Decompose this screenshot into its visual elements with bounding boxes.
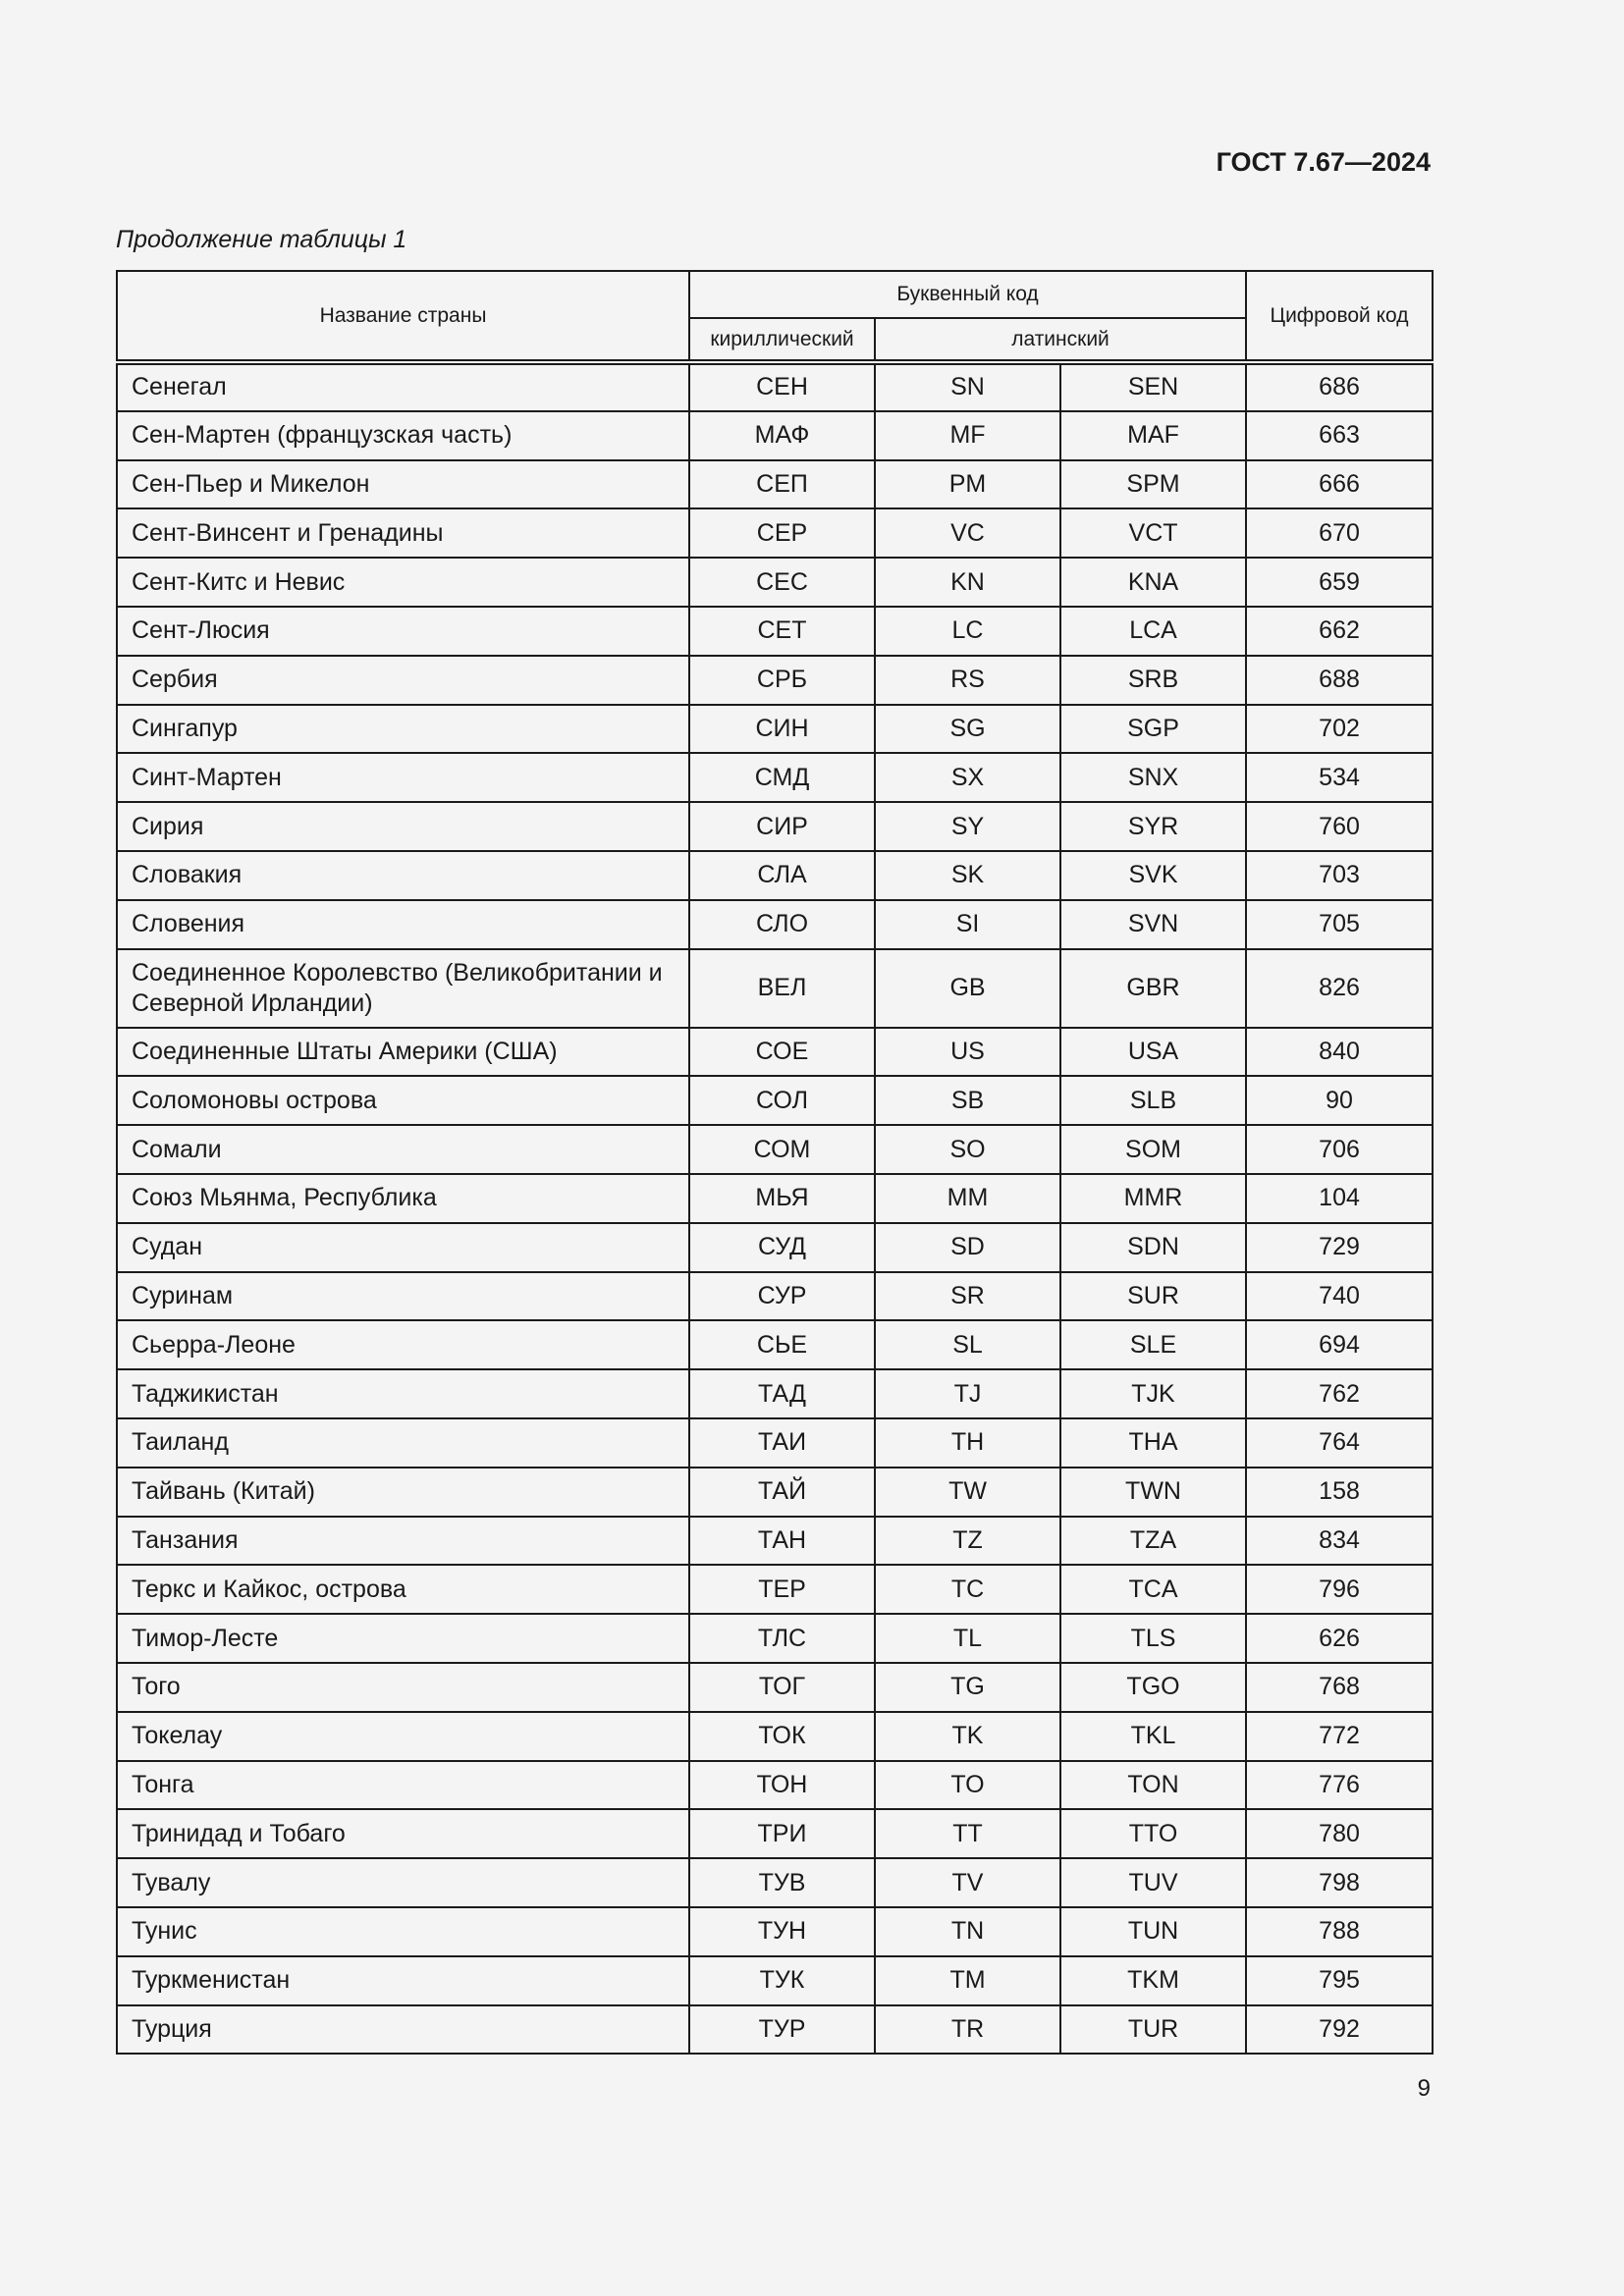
numeric-code: 740 [1246,1272,1433,1321]
latin-alpha3-code: THA [1060,1418,1246,1468]
table-row [117,1565,1433,1614]
latin-alpha2-code: KN [875,558,1060,607]
cyrillic-code: ТЛС [689,1614,875,1663]
table-row [117,1418,1433,1468]
latin-alpha3-code: TUR [1060,2005,1246,2055]
latin-alpha3-code: SLB [1060,1076,1246,1125]
table-row [117,656,1433,705]
country-name: Словакия [117,851,689,900]
country-name: Тонга [117,1761,689,1810]
cyrillic-code: СЬЕ [689,1320,875,1369]
country-name: Таиланд [117,1418,689,1468]
country-name: Тувалу [117,1858,689,1907]
numeric-code: 703 [1246,851,1433,900]
country-name: Таджикистан [117,1369,689,1418]
country-name: Тринидад и Тобаго [117,1809,689,1858]
cyrillic-code: СЕР [689,508,875,558]
cyrillic-code: ТУР [689,2005,875,2055]
latin-alpha2-code: SD [875,1223,1060,1272]
table-row [117,1076,1433,1125]
table-row [117,460,1433,509]
country-name: Союз Мьянма, Республика [117,1174,689,1223]
table-row [117,753,1433,802]
latin-alpha3-code: SOM [1060,1125,1246,1174]
numeric-code: 798 [1246,1858,1433,1907]
table-row [117,1614,1433,1663]
latin-alpha3-code: TZA [1060,1517,1246,1566]
country-name: Тунис [117,1907,689,1956]
table-row [117,2005,1433,2055]
table-row [117,705,1433,754]
numeric-code: 666 [1246,460,1433,509]
cyrillic-code: СЛА [689,851,875,900]
country-name: Сен-Пьер и Микелон [117,460,689,509]
latin-alpha2-code: TR [875,2005,1060,2055]
cyrillic-code: СЕН [689,362,875,411]
numeric-code: 670 [1246,508,1433,558]
latin-alpha3-code: TKM [1060,1956,1246,2005]
cyrillic-code: МАФ [689,411,875,460]
latin-alpha2-code: SR [875,1272,1060,1321]
cyrillic-code: СЛО [689,900,875,949]
latin-alpha2-code: TT [875,1809,1060,1858]
table-row [117,1028,1433,1077]
column-header-numeric-code: Цифровой код [1246,271,1433,362]
cyrillic-code: ТАИ [689,1418,875,1468]
numeric-code: 780 [1246,1809,1433,1858]
cyrillic-code: СУД [689,1223,875,1272]
table-row [117,1712,1433,1761]
latin-alpha3-code: TWN [1060,1468,1246,1517]
latin-alpha2-code: SG [875,705,1060,754]
cyrillic-code: МЬЯ [689,1174,875,1223]
country-name: Того [117,1663,689,1712]
cyrillic-code: ТОН [689,1761,875,1810]
latin-alpha2-code: SK [875,851,1060,900]
numeric-code: 792 [1246,2005,1433,2055]
table-row [117,802,1433,851]
latin-alpha2-code: TJ [875,1369,1060,1418]
latin-alpha2-code: SB [875,1076,1060,1125]
country-name: Танзания [117,1517,689,1566]
country-name: Токелау [117,1712,689,1761]
latin-alpha2-code: TL [875,1614,1060,1663]
table-caption: Продолжение таблицы 1 [116,226,407,253]
table-row [117,900,1433,949]
numeric-code: 760 [1246,802,1433,851]
latin-alpha3-code: SLE [1060,1320,1246,1369]
cyrillic-code: ТАЙ [689,1468,875,1517]
latin-alpha2-code: MM [875,1174,1060,1223]
country-name: Турция [117,2005,689,2055]
latin-alpha3-code: LCA [1060,607,1246,656]
table-row [117,1468,1433,1517]
cyrillic-code: ТУН [689,1907,875,1956]
table-row [117,508,1433,558]
country-name: Суринам [117,1272,689,1321]
cyrillic-code: ТОГ [689,1663,875,1712]
table-row [117,1174,1433,1223]
latin-alpha3-code: SUR [1060,1272,1246,1321]
table-row [117,607,1433,656]
country-name: Теркс и Кайкос, острова [117,1565,689,1614]
latin-alpha2-code: TK [875,1712,1060,1761]
country-name: Сент-Винсент и Гренадины [117,508,689,558]
column-header-letter-code: Буквенный код [689,271,1246,318]
latin-alpha2-code: SI [875,900,1060,949]
country-name: Сент-Люсия [117,607,689,656]
cyrillic-code: СЕТ [689,607,875,656]
country-name: Синт-Мартен [117,753,689,802]
numeric-code: 663 [1246,411,1433,460]
cyrillic-code: ТАД [689,1369,875,1418]
latin-alpha2-code: TC [875,1565,1060,1614]
country-name: Тайвань (Китай) [117,1468,689,1517]
table-row [117,558,1433,607]
latin-alpha3-code: TTO [1060,1809,1246,1858]
numeric-code: 729 [1246,1223,1433,1272]
country-name: Судан [117,1223,689,1272]
latin-alpha3-code: SGP [1060,705,1246,754]
latin-alpha3-code: TON [1060,1761,1246,1810]
latin-alpha3-code: SVK [1060,851,1246,900]
latin-alpha2-code: SO [875,1125,1060,1174]
cyrillic-code: ТАН [689,1517,875,1566]
numeric-code: 702 [1246,705,1433,754]
latin-alpha3-code: TUN [1060,1907,1246,1956]
cyrillic-code: ТУВ [689,1858,875,1907]
latin-alpha2-code: SL [875,1320,1060,1369]
latin-alpha2-code: LC [875,607,1060,656]
latin-alpha3-code: GBR [1060,949,1246,1028]
numeric-code: 768 [1246,1663,1433,1712]
latin-alpha3-code: SDN [1060,1223,1246,1272]
latin-alpha2-code: SX [875,753,1060,802]
latin-alpha2-code: TW [875,1468,1060,1517]
cyrillic-code: СУР [689,1272,875,1321]
table-row [117,1272,1433,1321]
numeric-code: 104 [1246,1174,1433,1223]
cyrillic-code: СОЕ [689,1028,875,1077]
table-row [117,1320,1433,1369]
column-header-country: Название страны [117,271,689,362]
table-body [117,362,1433,2054]
latin-alpha2-code: TH [875,1418,1060,1468]
cyrillic-code: ВЕЛ [689,949,875,1028]
latin-alpha3-code: SYR [1060,802,1246,851]
latin-alpha3-code: TLS [1060,1614,1246,1663]
latin-alpha2-code: GB [875,949,1060,1028]
country-name: Соединенное Королевство (Великобритании и Северной Ирландии) [117,949,689,1028]
cyrillic-code: СЕП [689,460,875,509]
latin-alpha3-code: MMR [1060,1174,1246,1223]
numeric-code: 705 [1246,900,1433,949]
latin-alpha3-code: VCT [1060,508,1246,558]
country-name: Соединенные Штаты Америки (США) [117,1028,689,1077]
country-codes-table [116,270,1434,2055]
country-name: Сингапур [117,705,689,754]
numeric-code: 826 [1246,949,1433,1028]
latin-alpha2-code: US [875,1028,1060,1077]
numeric-code: 706 [1246,1125,1433,1174]
latin-alpha3-code: TKL [1060,1712,1246,1761]
latin-alpha2-code: TZ [875,1517,1060,1566]
latin-alpha2-code: TM [875,1956,1060,2005]
column-header-cyrillic: кириллический [689,318,875,362]
table-row [117,411,1433,460]
country-name: Словения [117,900,689,949]
latin-alpha2-code: TG [875,1663,1060,1712]
latin-alpha2-code: TO [875,1761,1060,1810]
document-code: ГОСТ 7.67—2024 [1216,147,1431,177]
table-row [117,1125,1433,1174]
cyrillic-code: СЕС [689,558,875,607]
numeric-code: 534 [1246,753,1433,802]
country-name: Тимор-Лесте [117,1614,689,1663]
table-row [117,1761,1433,1810]
numeric-code: 662 [1246,607,1433,656]
cyrillic-code: ТОК [689,1712,875,1761]
numeric-code: 764 [1246,1418,1433,1468]
latin-alpha3-code: MAF [1060,411,1246,460]
table-row [117,362,1433,411]
numeric-code: 834 [1246,1517,1433,1566]
table-row [117,1369,1433,1418]
country-name: Соломоновы острова [117,1076,689,1125]
table-row [117,851,1433,900]
latin-alpha3-code: SRB [1060,656,1246,705]
table-row [117,1907,1433,1956]
table-row [117,1858,1433,1907]
numeric-code: 795 [1246,1956,1433,2005]
cyrillic-code: СМД [689,753,875,802]
cyrillic-code: СИР [689,802,875,851]
latin-alpha2-code: PM [875,460,1060,509]
numeric-code: 90 [1246,1076,1433,1125]
table-row [117,1956,1433,2005]
numeric-code: 762 [1246,1369,1433,1418]
numeric-code: 694 [1246,1320,1433,1369]
numeric-code: 796 [1246,1565,1433,1614]
table-row [117,949,1433,1028]
latin-alpha2-code: TN [875,1907,1060,1956]
cyrillic-code: ТУК [689,1956,875,2005]
country-name: Туркменистан [117,1956,689,2005]
latin-alpha2-code: SY [875,802,1060,851]
latin-alpha3-code: TUV [1060,1858,1246,1907]
numeric-code: 772 [1246,1712,1433,1761]
country-name: Сенегал [117,362,689,411]
cyrillic-code: СИН [689,705,875,754]
table-row [117,1517,1433,1566]
country-name: Сомали [117,1125,689,1174]
numeric-code: 788 [1246,1907,1433,1956]
numeric-code: 659 [1246,558,1433,607]
cyrillic-code: СРБ [689,656,875,705]
latin-alpha3-code: SVN [1060,900,1246,949]
latin-alpha3-code: TGO [1060,1663,1246,1712]
page-number: 9 [1417,2075,1431,2102]
latin-alpha3-code: TJK [1060,1369,1246,1418]
numeric-code: 686 [1246,362,1433,411]
latin-alpha3-code: SEN [1060,362,1246,411]
country-name: Сирия [117,802,689,851]
latin-alpha3-code: TCA [1060,1565,1246,1614]
numeric-code: 626 [1246,1614,1433,1663]
table-row [117,1223,1433,1272]
latin-alpha3-code: SPM [1060,460,1246,509]
country-name: Сербия [117,656,689,705]
cyrillic-code: СОЛ [689,1076,875,1125]
column-header-latin: латинский [875,318,1246,362]
numeric-code: 840 [1246,1028,1433,1077]
numeric-code: 688 [1246,656,1433,705]
table-row [117,1663,1433,1712]
latin-alpha2-code: SN [875,362,1060,411]
cyrillic-code: ТРИ [689,1809,875,1858]
numeric-code: 776 [1246,1761,1433,1810]
numeric-code: 158 [1246,1468,1433,1517]
table-row [117,1809,1433,1858]
cyrillic-code: ТЕР [689,1565,875,1614]
country-name: Сьерра-Леоне [117,1320,689,1369]
country-name: Сент-Китс и Невис [117,558,689,607]
latin-alpha2-code: MF [875,411,1060,460]
latin-alpha3-code: SNX [1060,753,1246,802]
cyrillic-code: СОМ [689,1125,875,1174]
country-name: Сен-Мартен (французская часть) [117,411,689,460]
latin-alpha3-code: USA [1060,1028,1246,1077]
latin-alpha2-code: RS [875,656,1060,705]
latin-alpha3-code: KNA [1060,558,1246,607]
latin-alpha2-code: VC [875,508,1060,558]
latin-alpha2-code: TV [875,1858,1060,1907]
